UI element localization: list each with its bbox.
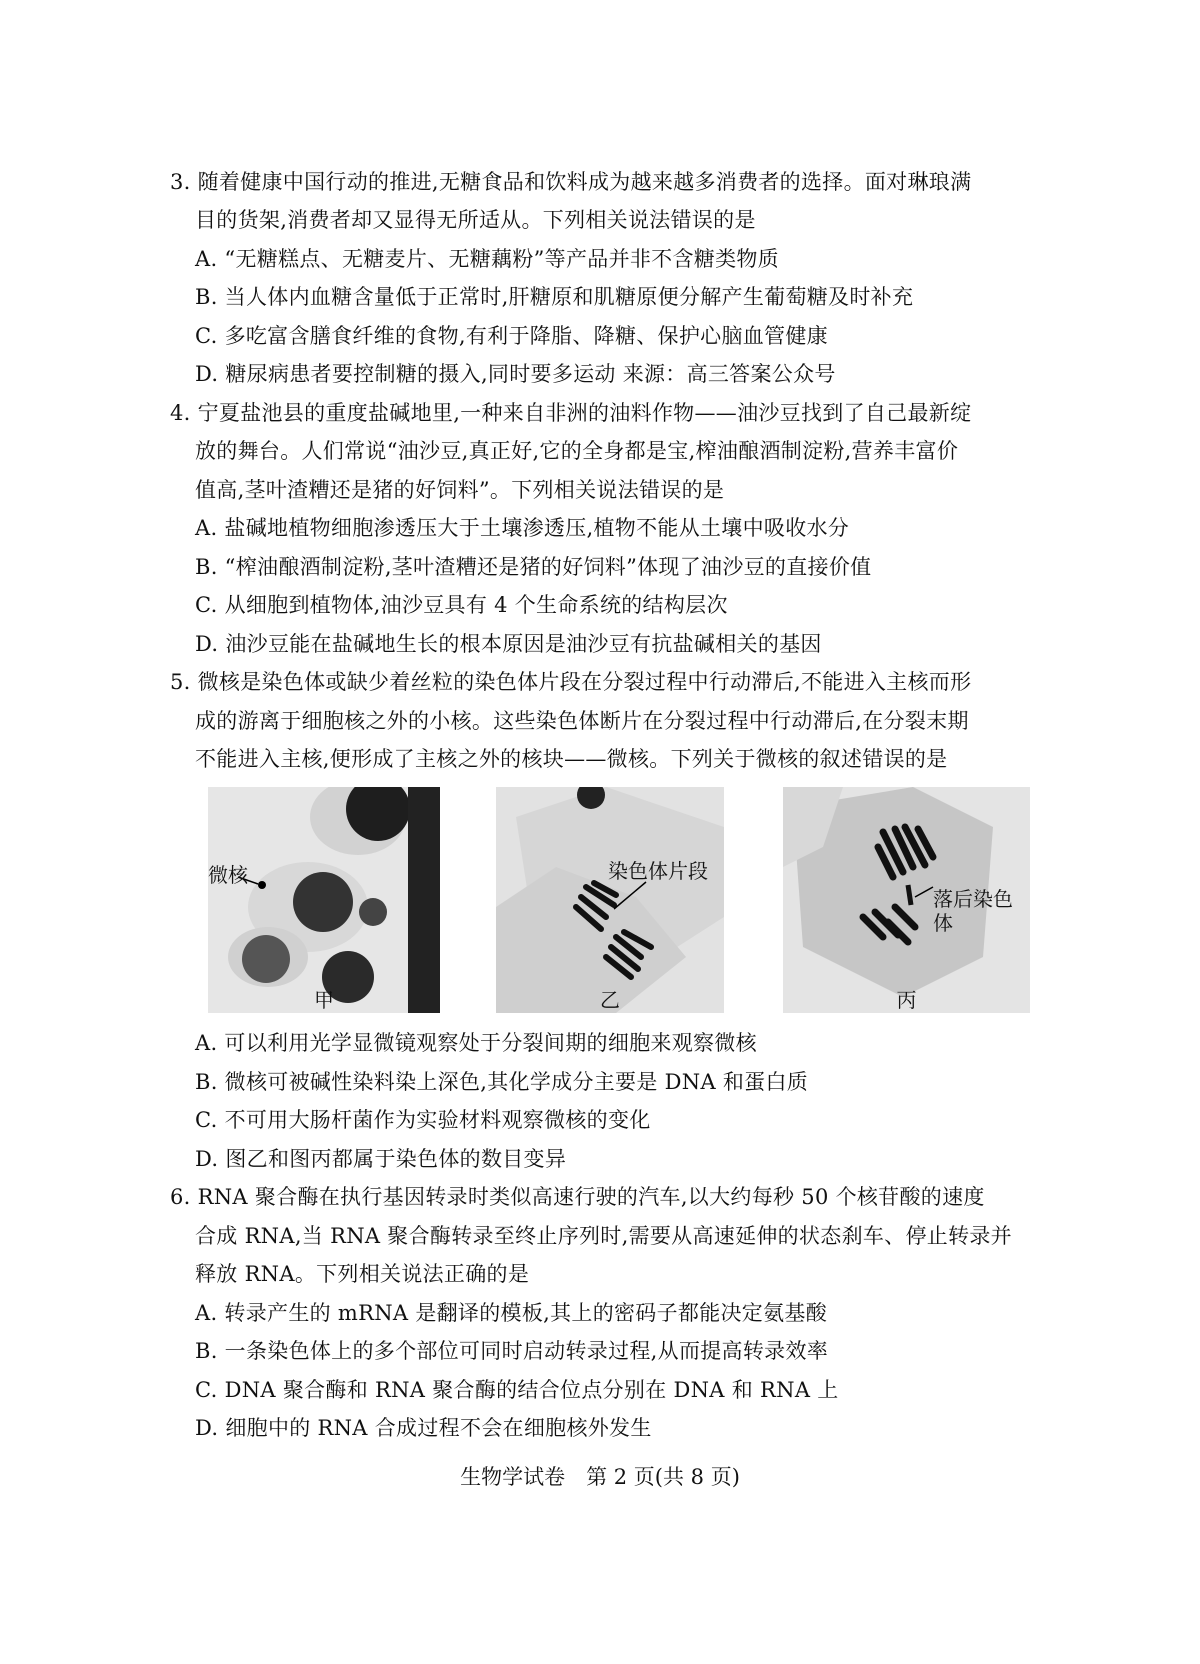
micronucleus-figures [208,787,1030,1013]
figure-yi-label: 染色体片段 [608,859,708,883]
q6-stem-line-1: 6. RNA 聚合酶在执行基因转录时类似高速行驶的汽车,以大约每秒 50 个核苷酸的速度 [170,1185,985,1209]
q4-option-b: B. “榨油酿酒制淀粉,茎叶渣糟还是猪的好饲料”体现了油沙豆的直接价值 [195,555,872,579]
q6-stem-line-2: 合成 RNA,当 RNA 聚合酶转录至终止序列时,需要从高速延伸的状态刹车、停止转录并 [195,1224,1012,1248]
q5-option-d: D. 图乙和图丙都属于染色体的数目变异 [195,1147,567,1171]
figure-jia-image [208,787,440,1013]
q3-stem-line-1: 3. 随着健康中国行动的推进,无糖食品和饮料成为越来越多消费者的选择。面对琳琅满 [170,170,972,194]
q5-option-b: B. 微核可被碱性染料染上深色,其化学成分主要是 DNA 和蛋白质 [195,1070,809,1094]
figure-jia-caption: 甲 [314,988,334,1012]
q5-stem-line-3: 不能进入主核,便形成了主核之外的核块——微核。下列关于微核的叙述错误的是 [195,747,948,771]
figure-bing [783,787,1030,1013]
q4-stem-line-1: 4. 宁夏盐池县的重度盐碱地里,一种来自非洲的油料作物——油沙豆找到了自己最新绽 [170,401,972,425]
q6-option-d: D. 细胞中的 RNA 合成过程不会在细胞核外发生 [195,1416,652,1440]
q4-option-a: A. 盐碱地植物细胞渗透压大于土壤渗透压,植物不能从土壤中吸收水分 [195,516,850,540]
figure-yi-caption: 乙 [600,988,620,1012]
figure-yi-image [496,787,724,1013]
q6-stem-line-3: 释放 RNA。下列相关说法正确的是 [195,1262,530,1286]
q3-stem-line-2: 目的货架,消费者却又显得无所适从。下列相关说法错误的是 [195,208,756,232]
q3-option-d: D. 糖尿病患者要控制糖的摄入,同时要多运动 来源：高三答案公众号 [195,362,836,386]
q3-option-b: B. 当人体内血糖含量低于正常时,肝糖原和肌糖原便分解产生葡萄糖及时补充 [195,285,914,309]
figure-bing-caption: 丙 [896,988,917,1012]
q6-option-b: B. 一条染色体上的多个部位可同时启动转录过程,从而提高转录效率 [195,1339,829,1363]
figure-jia-label: 微核 [208,863,248,887]
figure-jia [208,787,440,1013]
figure-yi [496,787,724,1013]
q5-stem-line-2: 成的游离于细胞核之外的小核。这些染色体断片在分裂过程中行动滞后,在分裂末期 [195,709,969,733]
q4-option-d: D. 油沙豆能在盐碱地生长的根本原因是油沙豆有抗盐碱相关的基因 [195,632,822,656]
q5-stem-line-1: 5. 微核是染色体或缺少着丝粒的染色体片段在分裂过程中行动滞后,不能进入主核而形 [170,670,972,694]
q6-option-c: C. DNA 聚合酶和 RNA 聚合酶的结合位点分别在 DNA 和 RNA 上 [195,1378,839,1402]
q5-option-c: C. 不可用大肠杆菌作为实验材料观察微核的变化 [195,1108,651,1132]
q5-option-a: A. 可以利用光学显微镜观察处于分裂间期的细胞来观察微核 [195,1031,757,1055]
figure-bing-label: 落后染色体 [933,887,1013,935]
q3-option-a: A. “无糖糕点、无糖麦片、无糖藕粉”等产品并非不含糖类物质 [195,247,779,271]
page-footer: 生物学试卷 第 2 页(共 8 页) [460,1465,740,1489]
q4-stem-line-2: 放的舞台。人们常说“油沙豆,真正好,它的全身都是宝,榨油酿酒制淀粉,营养丰富价 [195,439,959,463]
q3-option-c: C. 多吃富含膳食纤维的食物,有利于降脂、降糖、保护心脑血管健康 [195,324,828,348]
q4-stem-line-3: 值高,茎叶渣糟还是猪的好饲料”。下列相关说法错误的是 [195,478,725,502]
q4-option-c: C. 从细胞到植物体,油沙豆具有 4 个生命系统的结构层次 [195,593,728,617]
q6-option-a: A. 转录产生的 mRNA 是翻译的模板,其上的密码子都能决定氨基酸 [195,1301,828,1325]
